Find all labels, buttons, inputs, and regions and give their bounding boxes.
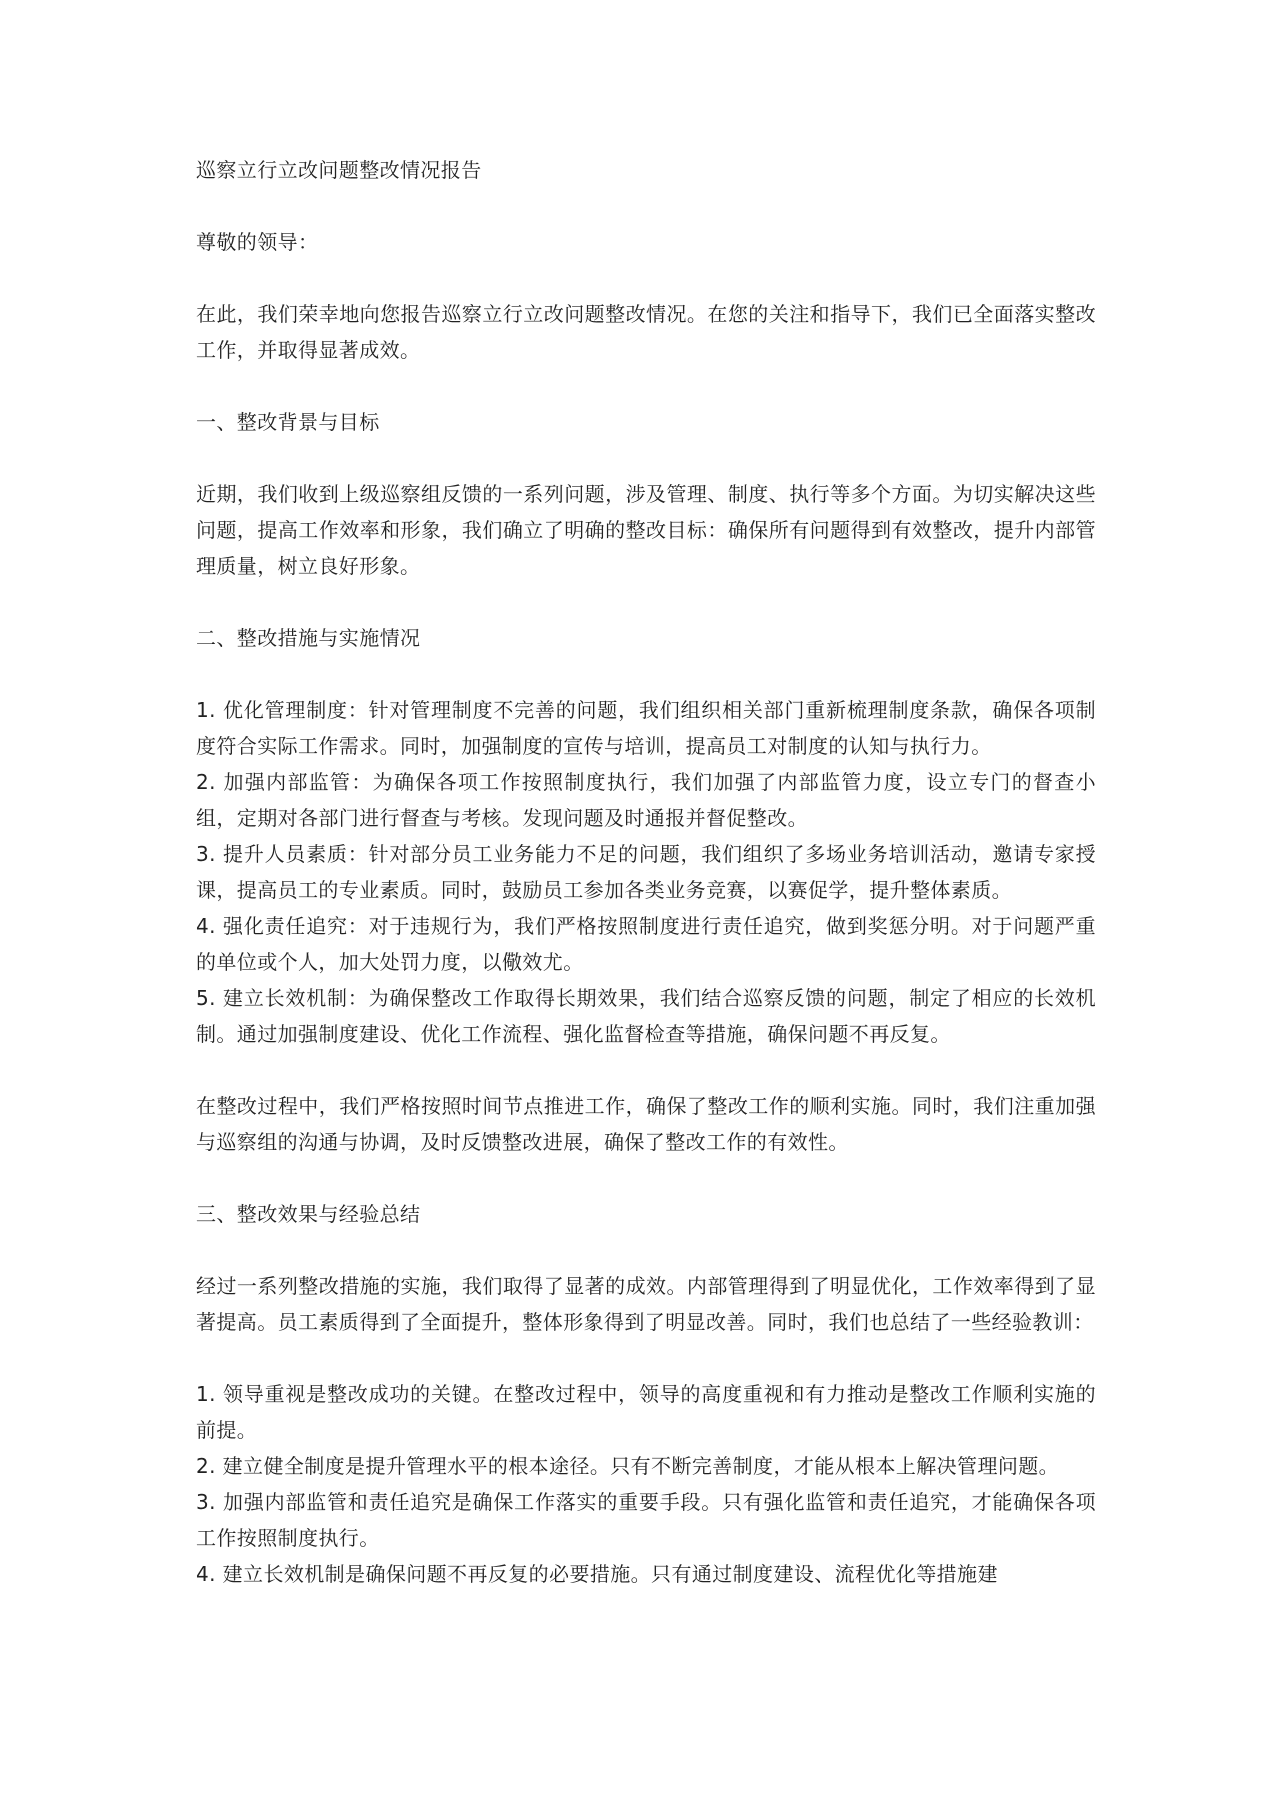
measures-list: [196, 692, 1096, 1052]
measure-item: 1. 优化管理制度：针对管理制度不完善的问题，我们组织相关部门重新梳理制度条款，确保各项制度符合实际工作需求。同时，加强制度的宣传与培训，提高员工对制度的认知与执行力。: [196, 698, 1096, 758]
section-1-heading: 一、整改背景与目标: [196, 410, 380, 434]
section-3-body: 经过一系列整改措施的实施，我们取得了显著的成效。内部管理得到了明显优化，工作效率得到了显著提高。员工素质得到了全面提升，整体形象得到了明显改善。同时，我们也总结了一些经验教训：: [196, 1274, 1096, 1334]
salutation: 尊敬的领导：: [196, 230, 319, 254]
measure-item: 3. 提升人员素质：针对部分员工业务能力不足的问题，我们组织了多场业务培训活动，邀请专家授课，提高员工的专业素质。同时，鼓励员工参加各类业务竞赛，以赛促学，提升整体素质。: [196, 842, 1096, 902]
document-title: 巡察立行立改问题整改情况报告: [196, 158, 482, 182]
section-1-body: 近期，我们收到上级巡察组反馈的一系列问题，涉及管理、制度、执行等多个方面。为切实解决这些问题，提高工作效率和形象，我们确立了明确的整改目标：确保所有问题得到有效整改，提升内部管理质量，树立良好形象。: [196, 482, 1096, 578]
document-page: [196, 152, 1096, 1592]
intro-paragraph: 在此，我们荣幸地向您报告巡察立行立改问题整改情况。在您的关注和指导下，我们已全面落实整改工作，并取得显著成效。: [196, 302, 1096, 362]
measure-item: 4. 强化责任追究：对于违规行为，我们严格按照制度进行责任追究，做到奖惩分明。对于问题严重的单位或个人，加大处罚力度，以儆效尤。: [196, 914, 1096, 974]
lesson-item: 3. 加强内部监管和责任追究是确保工作落实的重要手段。只有强化监管和责任追究，才能确保各项工作按照制度执行。: [196, 1490, 1096, 1550]
lesson-item: 1. 领导重视是整改成功的关键。在整改过程中，领导的高度重视和有力推动是整改工作顺利实施的前提。: [196, 1382, 1096, 1442]
lesson-item: 4. 建立长效机制是确保问题不再反复的必要措施。只有通过制度建设、流程优化等措施建: [196, 1562, 998, 1586]
lesson-item: 2. 建立健全制度是提升管理水平的根本途径。只有不断完善制度，才能从根本上解决管理问题。: [196, 1454, 1060, 1478]
lessons-list: [196, 1376, 1096, 1592]
section-3-heading: 三、整改效果与经验总结: [196, 1202, 421, 1226]
measure-item: 5. 建立长效机制：为确保整改工作取得长期效果，我们结合巡察反馈的问题，制定了相应的长效机制。通过加强制度建设、优化工作流程、强化监督检查等措施，确保问题不再反复。: [196, 986, 1096, 1046]
section-2-heading: 二、整改措施与实施情况: [196, 626, 421, 650]
section-2-summary: 在整改过程中，我们严格按照时间节点推进工作，确保了整改工作的顺利实施。同时，我们注重加强与巡察组的沟通与协调，及时反馈整改进展，确保了整改工作的有效性。: [196, 1094, 1096, 1154]
measure-item: 2. 加强内部监管：为确保各项工作按照制度执行，我们加强了内部监管力度，设立专门的督查小组，定期对各部门进行督查与考核。发现问题及时通报并督促整改。: [196, 770, 1096, 830]
